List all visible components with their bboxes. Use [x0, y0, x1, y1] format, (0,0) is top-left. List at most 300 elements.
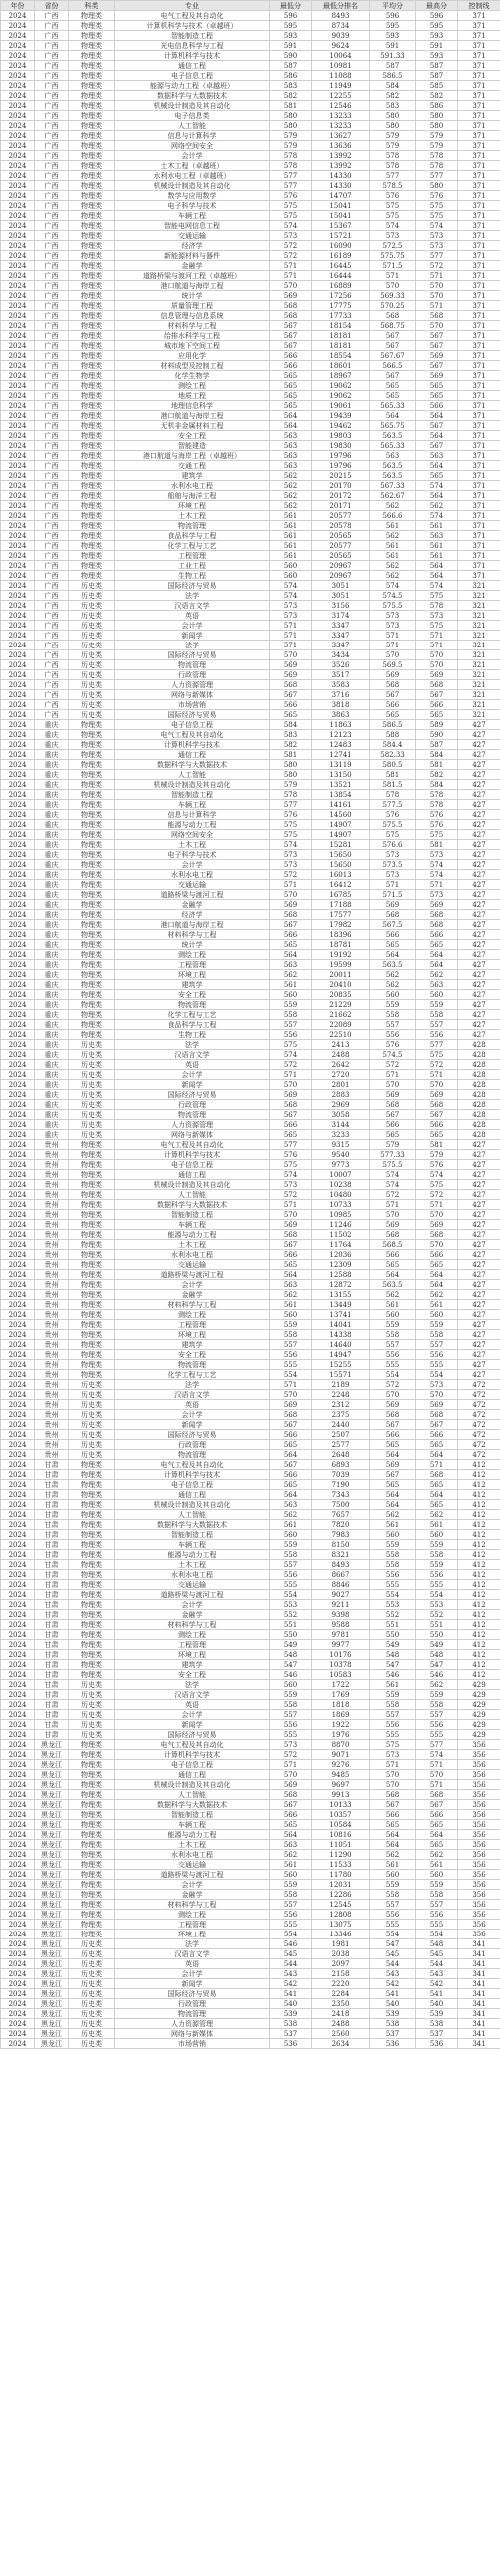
cell-control-line: 371 — [458, 71, 500, 81]
cell-min-rank: 20835 — [312, 990, 370, 1000]
cell-min-score: 587 — [270, 61, 312, 71]
cell-max-score: 582 — [416, 770, 458, 780]
cell-major: 会计学 — [115, 1880, 270, 1890]
cell-avg-score: 536 — [370, 2039, 416, 2049]
cell-min-rank: 2720 — [312, 1070, 370, 1080]
cell-min-score: 574 — [270, 221, 312, 231]
cell-avg-score: 571.5 — [370, 890, 416, 900]
cell-avg-score: 562 — [370, 980, 416, 990]
cell-avg-score: 570 — [370, 1390, 416, 1400]
cell-min-rank: 17256 — [312, 291, 370, 301]
cell-year: 2024 — [1, 341, 35, 351]
cell-min-score: 574 — [270, 591, 312, 601]
cell-year: 2024 — [1, 281, 35, 291]
cell-min-score: 564 — [270, 950, 312, 960]
table-row — [1, 1010, 500, 1020]
cell-max-score: 565 — [416, 940, 458, 950]
cell-control-line: 428 — [458, 1110, 500, 1120]
cell-year: 2024 — [1, 1810, 35, 1820]
cell-min-rank: 13992 — [312, 161, 370, 171]
cell-min-score: 563 — [270, 1840, 312, 1850]
cell-max-score: 565 — [416, 1130, 458, 1140]
cell-avg-score: 554 — [370, 1930, 416, 1939]
cell-max-score: 558 — [416, 1700, 458, 1710]
table-row — [1, 251, 500, 261]
cell-min-score: 571 — [270, 1760, 312, 1770]
cell-province: 广西 — [35, 381, 69, 391]
cell-major: 物流管理 — [115, 1000, 270, 1010]
cell-max-score: 564 — [416, 1450, 458, 1460]
cell-major: 水利水电工程 — [115, 1570, 270, 1580]
cell-min-score: 562 — [270, 471, 312, 481]
cell-min-rank: 9315 — [312, 1140, 370, 1150]
cell-max-score: 564 — [416, 461, 458, 471]
cell-min-rank: 16445 — [312, 261, 370, 271]
cell-year: 2024 — [1, 710, 35, 720]
cell-max-score: 575 — [416, 201, 458, 211]
cell-province: 广西 — [35, 261, 69, 271]
table-row — [1, 1380, 500, 1390]
cell-year: 2024 — [1, 491, 35, 501]
cell-category: 物理类 — [69, 940, 115, 950]
table-row — [1, 1020, 500, 1030]
cell-major: 人工智能 — [115, 1510, 270, 1520]
cell-control-line: 341 — [458, 2039, 500, 2049]
cell-province: 甘肃 — [35, 1480, 69, 1490]
cell-category: 物理类 — [69, 1780, 115, 1790]
cell-major: 国际经济与贸易 — [115, 710, 270, 720]
cell-max-score: 559 — [416, 1880, 458, 1890]
cell-control-line: 412 — [458, 1550, 500, 1560]
cell-category: 物理类 — [69, 1870, 115, 1880]
table-row — [1, 371, 500, 381]
cell-min-rank: 11949 — [312, 81, 370, 91]
cell-min-score: 570 — [270, 650, 312, 660]
cell-year: 2024 — [1, 31, 35, 41]
cell-max-score: 555 — [416, 1730, 458, 1740]
cell-max-score: 568 — [416, 1230, 458, 1240]
cell-province: 甘肃 — [35, 1620, 69, 1630]
cell-min-rank: 3818 — [312, 700, 370, 710]
cell-avg-score: 558 — [370, 1890, 416, 1900]
cell-max-score: 567 — [416, 1420, 458, 1430]
cell-category: 物理类 — [69, 910, 115, 920]
cell-avg-score: 549 — [370, 1640, 416, 1650]
cell-min-score: 558 — [270, 1890, 312, 1900]
cell-max-score: 573 — [416, 1380, 458, 1390]
cell-avg-score: 570 — [370, 650, 416, 660]
cell-category: 历史类 — [69, 1420, 115, 1430]
table-row — [1, 1969, 500, 1979]
cell-province: 甘肃 — [35, 1730, 69, 1740]
cell-category: 物理类 — [69, 1000, 115, 1010]
cell-min-rank: 11863 — [312, 720, 370, 730]
cell-category: 物理类 — [69, 1760, 115, 1770]
cell-control-line: 321 — [458, 641, 500, 650]
cell-avg-score: 573 — [370, 870, 416, 880]
cell-min-rank: 1769 — [312, 1690, 370, 1700]
cell-major: 法学 — [115, 641, 270, 650]
cell-year: 2024 — [1, 511, 35, 521]
cell-min-rank: 3233 — [312, 1130, 370, 1140]
cell-min-score: 570 — [270, 890, 312, 900]
cell-major: 土木工程 — [115, 511, 270, 521]
cell-major: 港口航道与海岸工程（卓越班） — [115, 451, 270, 461]
cell-min-score: 546 — [270, 1670, 312, 1680]
cell-major: 食品科学与工程 — [115, 531, 270, 541]
cell-control-line: 321 — [458, 690, 500, 700]
cell-min-rank: 14560 — [312, 810, 370, 820]
cell-control-line: 412 — [458, 1590, 500, 1600]
cell-max-score: 570 — [416, 281, 458, 291]
cell-major: 化学工程与工艺 — [115, 541, 270, 551]
cell-category: 物理类 — [69, 1610, 115, 1620]
cell-min-rank: 2801 — [312, 1080, 370, 1090]
cell-max-score: 560 — [416, 1870, 458, 1880]
cell-min-rank: 19439 — [312, 411, 370, 421]
cell-category: 历史类 — [69, 1380, 115, 1390]
cell-min-score: 546 — [270, 1939, 312, 1949]
cell-avg-score: 573.5 — [370, 860, 416, 870]
cell-major: 汉语言文学 — [115, 1390, 270, 1400]
cell-min-score: 572 — [270, 251, 312, 261]
cell-avg-score: 595 — [370, 21, 416, 31]
cell-control-line: 427 — [458, 1290, 500, 1300]
cell-avg-score: 565.33 — [370, 441, 416, 451]
cell-control-line: 356 — [458, 1790, 500, 1800]
cell-min-score: 578 — [270, 161, 312, 171]
cell-min-rank: 18396 — [312, 930, 370, 940]
cell-avg-score: 556 — [370, 1720, 416, 1730]
cell-min-score: 560 — [270, 1680, 312, 1690]
table-row — [1, 1200, 500, 1210]
cell-min-score: 582 — [270, 91, 312, 101]
cell-avg-score: 578 — [370, 161, 416, 171]
cell-year: 2024 — [1, 291, 35, 301]
cell-category: 历史类 — [69, 1680, 115, 1690]
cell-major: 交通运输 — [115, 880, 270, 890]
cell-max-score: 569 — [416, 1400, 458, 1410]
cell-avg-score: 571 — [370, 880, 416, 890]
cell-control-line: 427 — [458, 920, 500, 930]
cell-min-score: 576 — [270, 191, 312, 201]
cell-min-score: 569 — [270, 670, 312, 680]
table-row — [1, 700, 500, 710]
cell-avg-score: 563.5 — [370, 960, 416, 970]
cell-min-rank: 2642 — [312, 1060, 370, 1070]
table-row — [1, 501, 500, 511]
cell-year: 2024 — [1, 1999, 35, 2009]
cell-control-line: 341 — [458, 1939, 500, 1949]
cell-category: 物理类 — [69, 1900, 115, 1910]
cell-max-score: 571 — [416, 271, 458, 281]
cell-year: 2024 — [1, 631, 35, 641]
cell-min-score: 563 — [270, 461, 312, 471]
cell-category: 物理类 — [69, 1150, 115, 1160]
cell-category: 物理类 — [69, 840, 115, 850]
cell-min-score: 542 — [270, 1979, 312, 1989]
cell-max-score: 573 — [416, 890, 458, 900]
cell-max-score: 574 — [416, 581, 458, 591]
cell-max-score: 590 — [416, 730, 458, 740]
cell-control-line: 427 — [458, 830, 500, 840]
cell-year: 2024 — [1, 1620, 35, 1630]
header-category: 科类 — [69, 1, 115, 11]
table-row — [1, 341, 500, 351]
cell-min-score: 555 — [270, 1730, 312, 1740]
cell-year: 2024 — [1, 1989, 35, 1999]
cell-min-score: 563 — [270, 451, 312, 461]
cell-category: 历史类 — [69, 1130, 115, 1140]
cell-control-line: 371 — [458, 41, 500, 51]
cell-province: 甘肃 — [35, 1650, 69, 1660]
cell-avg-score: 567.67 — [370, 351, 416, 361]
cell-avg-score: 556 — [370, 1030, 416, 1040]
cell-min-score: 565 — [270, 1130, 312, 1140]
cell-max-score: 572 — [416, 1190, 458, 1200]
cell-major: 通信工程 — [115, 750, 270, 760]
cell-province: 黑龙江 — [35, 1860, 69, 1870]
cell-avg-score: 557 — [370, 1340, 416, 1350]
cell-max-score: 574 — [416, 1170, 458, 1180]
cell-min-rank: 19803 — [312, 431, 370, 441]
cell-avg-score: 578 — [370, 790, 416, 800]
cell-min-rank: 18181 — [312, 331, 370, 341]
table-row — [1, 491, 500, 501]
cell-min-rank: 2883 — [312, 1090, 370, 1100]
cell-control-line: 356 — [458, 1810, 500, 1820]
cell-year: 2024 — [1, 471, 35, 481]
cell-province: 黑龙江 — [35, 1870, 69, 1880]
cell-min-score: 556 — [270, 1720, 312, 1730]
cell-max-score: 571 — [416, 641, 458, 650]
cell-min-score: 559 — [270, 1000, 312, 1010]
cell-min-rank: 10378 — [312, 1660, 370, 1670]
cell-min-rank: 1869 — [312, 1710, 370, 1720]
cell-min-rank: 3144 — [312, 1120, 370, 1130]
cell-max-score: 570 — [416, 650, 458, 660]
cell-control-line: 341 — [458, 1989, 500, 1999]
cell-avg-score: 551 — [370, 1620, 416, 1630]
cell-province: 重庆 — [35, 760, 69, 770]
cell-min-rank: 19192 — [312, 950, 370, 960]
cell-min-score: 564 — [270, 1270, 312, 1280]
cell-min-score: 573 — [270, 1740, 312, 1750]
cell-avg-score: 565 — [370, 940, 416, 950]
cell-min-rank: 19830 — [312, 441, 370, 451]
cell-min-rank: 1818 — [312, 1700, 370, 1710]
cell-max-score: 569 — [416, 670, 458, 680]
table-row — [1, 1430, 500, 1440]
cell-min-score: 557 — [270, 1020, 312, 1030]
cell-min-rank: 15255 — [312, 1360, 370, 1370]
cell-year: 2024 — [1, 151, 35, 161]
cell-major: 建筑学 — [115, 1660, 270, 1670]
cell-category: 物理类 — [69, 1170, 115, 1180]
cell-province: 甘肃 — [35, 1500, 69, 1510]
cell-province: 贵州 — [35, 1150, 69, 1160]
cell-province: 贵州 — [35, 1290, 69, 1300]
cell-category: 物理类 — [69, 990, 115, 1000]
cell-control-line: 427 — [458, 1260, 500, 1270]
cell-control-line: 371 — [458, 21, 500, 31]
cell-control-line: 321 — [458, 611, 500, 621]
table-row — [1, 1260, 500, 1270]
cell-major: 电子信息工程 — [115, 1480, 270, 1490]
cell-province: 广西 — [35, 241, 69, 251]
cell-category: 物理类 — [69, 1190, 115, 1200]
cell-min-rank: 9027 — [312, 1590, 370, 1600]
cell-province: 重庆 — [35, 720, 69, 730]
cell-province: 广西 — [35, 181, 69, 191]
table-row — [1, 930, 500, 940]
cell-category: 历史类 — [69, 1050, 115, 1060]
table-row — [1, 581, 500, 591]
cell-category: 物理类 — [69, 361, 115, 371]
cell-major: 法学 — [115, 1040, 270, 1050]
cell-province: 重庆 — [35, 1020, 69, 1030]
cell-min-score: 561 — [270, 521, 312, 531]
cell-province: 广西 — [35, 361, 69, 371]
table-row — [1, 1710, 500, 1720]
cell-min-rank: 3347 — [312, 641, 370, 650]
cell-category: 物理类 — [69, 371, 115, 381]
cell-category: 物理类 — [69, 391, 115, 401]
cell-control-line: 472 — [458, 1450, 500, 1460]
cell-avg-score: 573 — [370, 1750, 416, 1760]
cell-min-score: 565 — [270, 371, 312, 381]
cell-min-rank: 21662 — [312, 1010, 370, 1020]
cell-max-score: 575 — [416, 1050, 458, 1060]
cell-control-line: 427 — [458, 1330, 500, 1340]
cell-control-line: 427 — [458, 1370, 500, 1380]
cell-major: 计算机科学与技术 — [115, 740, 270, 750]
cell-min-rank: 13150 — [312, 770, 370, 780]
cell-province: 甘肃 — [35, 1490, 69, 1500]
cell-year: 2024 — [1, 161, 35, 171]
cell-control-line: 371 — [458, 301, 500, 311]
table-row — [1, 1100, 500, 1110]
cell-min-rank: 10007 — [312, 1170, 370, 1180]
cell-province: 重庆 — [35, 800, 69, 810]
cell-max-score: 562 — [416, 970, 458, 980]
cell-min-rank: 20215 — [312, 471, 370, 481]
cell-control-line: 356 — [458, 1820, 500, 1830]
cell-control-line: 427 — [458, 1170, 500, 1180]
cell-min-score: 574 — [270, 1170, 312, 1180]
header-row — [1, 1, 500, 11]
cell-min-rank: 9588 — [312, 1620, 370, 1630]
table-row — [1, 51, 500, 61]
cell-major: 物流管理 — [115, 1110, 270, 1120]
cell-province: 黑龙江 — [35, 1800, 69, 1810]
cell-max-score: 589 — [416, 720, 458, 730]
cell-major: 行政管理 — [115, 1999, 270, 2009]
cell-control-line: 427 — [458, 720, 500, 730]
cell-province: 甘肃 — [35, 1580, 69, 1590]
cell-category: 物理类 — [69, 1910, 115, 1920]
cell-max-score: 571 — [416, 880, 458, 890]
cell-year: 2024 — [1, 1610, 35, 1620]
table-row — [1, 531, 500, 541]
cell-avg-score: 561 — [370, 1300, 416, 1310]
cell-control-line: 321 — [458, 581, 500, 591]
cell-category: 物理类 — [69, 91, 115, 101]
cell-avg-score: 570 — [370, 1080, 416, 1090]
cell-year: 2024 — [1, 830, 35, 840]
cell-min-rank: 15571 — [312, 1370, 370, 1380]
cell-max-score: 565 — [416, 391, 458, 401]
cell-min-score: 565 — [270, 381, 312, 391]
cell-max-score: 578 — [416, 800, 458, 810]
table-row — [1, 830, 500, 840]
cell-min-rank: 12588 — [312, 1270, 370, 1280]
cell-province: 贵州 — [35, 1340, 69, 1350]
cell-year: 2024 — [1, 1930, 35, 1939]
cell-province: 广西 — [35, 91, 69, 101]
cell-min-score: 570 — [270, 1080, 312, 1090]
cell-control-line: 356 — [458, 1760, 500, 1770]
cell-province: 广西 — [35, 531, 69, 541]
cell-category: 物理类 — [69, 1010, 115, 1020]
table-row — [1, 1310, 500, 1320]
cell-min-rank: 3863 — [312, 710, 370, 720]
cell-min-score: 568 — [270, 301, 312, 311]
cell-major: 能源与动力工程 — [115, 1230, 270, 1240]
cell-control-line: 371 — [458, 281, 500, 291]
cell-max-score: 548 — [416, 1650, 458, 1660]
cell-min-rank: 18154 — [312, 321, 370, 331]
table-row — [1, 1480, 500, 1490]
cell-category: 物理类 — [69, 1930, 115, 1939]
cell-control-line: 371 — [458, 491, 500, 501]
cell-max-score: 548 — [416, 1939, 458, 1949]
cell-max-score: 562 — [416, 501, 458, 511]
cell-year: 2024 — [1, 2029, 35, 2039]
cell-major: 金融学 — [115, 261, 270, 271]
table-row — [1, 1500, 500, 1510]
cell-avg-score: 565 — [370, 381, 416, 391]
table-row — [1, 1780, 500, 1790]
cell-category: 物理类 — [69, 431, 115, 441]
cell-category: 物理类 — [69, 1660, 115, 1670]
cell-max-score: 571 — [416, 1460, 458, 1470]
cell-avg-score: 555 — [370, 1730, 416, 1740]
cell-major: 国际经济与贸易 — [115, 581, 270, 591]
cell-max-score: 571 — [416, 1760, 458, 1770]
cell-major: 电子科学与技术 — [115, 201, 270, 211]
cell-category: 物理类 — [69, 740, 115, 750]
cell-min-rank: 11780 — [312, 1870, 370, 1880]
cell-control-line: 371 — [458, 291, 500, 301]
cell-major: 测绘工程 — [115, 1630, 270, 1640]
cell-min-score: 569 — [270, 1090, 312, 1100]
cell-province: 黑龙江 — [35, 1920, 69, 1930]
cell-max-score: 582 — [416, 91, 458, 101]
cell-min-score: 556 — [270, 1910, 312, 1920]
table-row — [1, 141, 500, 151]
cell-min-rank: 13521 — [312, 780, 370, 790]
cell-max-score: 556 — [416, 1720, 458, 1730]
cell-max-score: 570 — [416, 660, 458, 670]
cell-year: 2024 — [1, 131, 35, 141]
cell-control-line: 427 — [458, 950, 500, 960]
cell-major: 道路桥梁与渡河工程 — [115, 1590, 270, 1600]
cell-max-score: 541 — [416, 1989, 458, 1999]
cell-major: 通信工程 — [115, 61, 270, 71]
cell-avg-score: 569 — [370, 1220, 416, 1230]
cell-province: 贵州 — [35, 1220, 69, 1230]
